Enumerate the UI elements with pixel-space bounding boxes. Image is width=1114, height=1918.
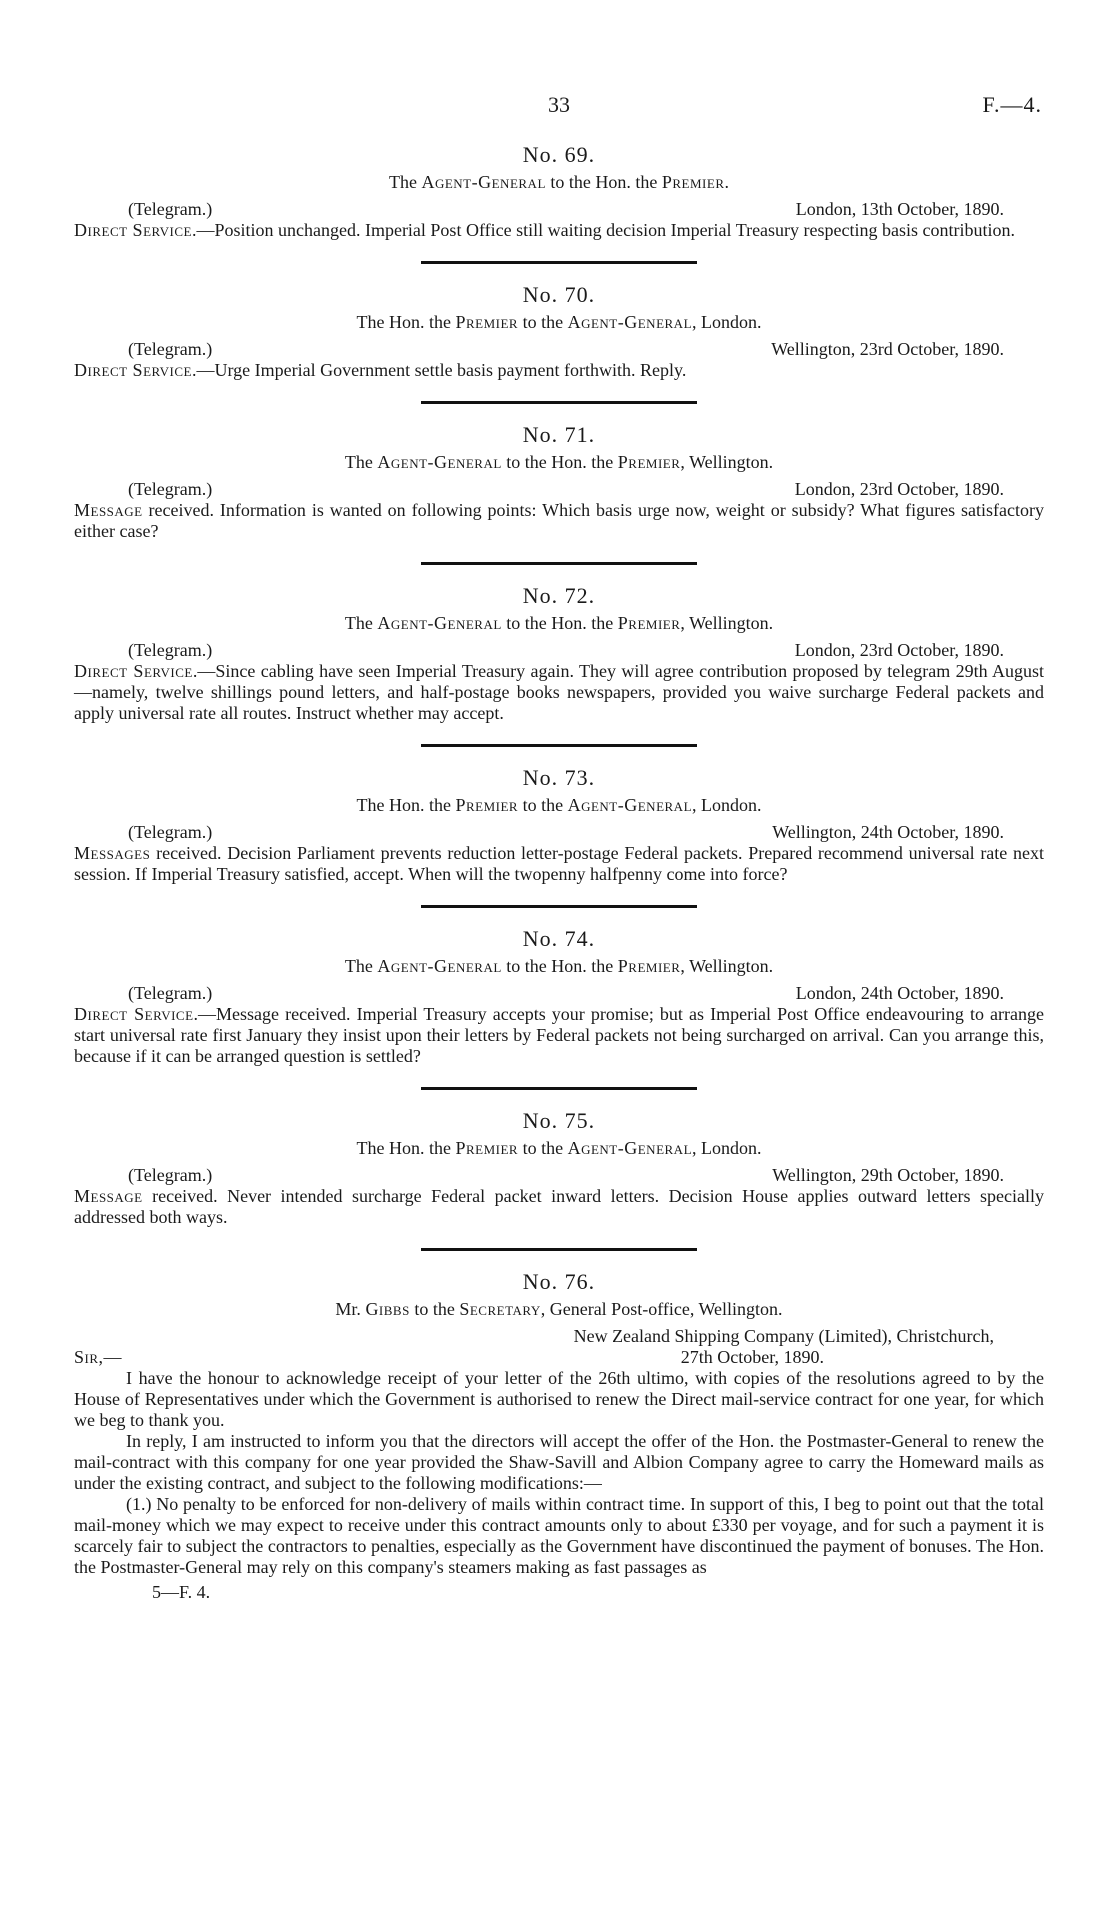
letter-paragraph: I have the honour to acknowledge receipt of your letter of the 26th ultimo, with copies of the resolutions agreed to by the House of Representatives under which the Government is authorised to renew the Direct mail-service contract for one year, for which we beg to thank you. — [74, 1368, 1044, 1430]
letter-paragraph: In reply, I am instructed to inform you that the directors will accept the offer of the Hon. the Postmaster-General to renew the mail-contract with this company for one year provided the Shaw-Savill and Albion Company agree to carry the Homeward mails as under the existing contract, and subject to the following modifications:— — [74, 1431, 1044, 1493]
entry-type: (Telegram.) — [128, 339, 213, 359]
entry-number: No. 69. — [522, 142, 596, 167]
entry-title: The Hon. the Premier to the Agent-General, London. — [356, 795, 762, 815]
entry-number: No. 71. — [522, 422, 596, 447]
correspondence-entry — [74, 142, 1044, 241]
entry-text: Direct Service.—Urge Imperial Government settle basis payment forthwith. Reply. — [74, 360, 687, 380]
section-divider — [421, 1248, 697, 1251]
section-divider — [421, 905, 697, 908]
entry-place-date: Wellington, 23rd October, 1890. — [771, 339, 1004, 359]
entry-title: The Agent-General to the Hon. the Premier. — [388, 172, 729, 192]
correspondence-entry — [74, 282, 1044, 381]
entry-type: (Telegram.) — [128, 983, 213, 1003]
page-number: 33 — [548, 92, 570, 117]
letter-salutation-date — [74, 1347, 1044, 1368]
entry-type: (Telegram.) — [128, 640, 213, 660]
entry-title: Mr. Gibbs to the Secretary, General Post-office, Wellington. — [335, 1299, 783, 1319]
correspondence-entry — [74, 422, 1044, 542]
entry-meta — [74, 1165, 1044, 1186]
letter-address: New Zealand Shipping Company (Limited), Christchurch, — [573, 1326, 994, 1346]
entry-meta — [74, 983, 1044, 1004]
entry-number: No. 76. — [522, 1269, 596, 1294]
entry-place-date: Wellington, 29th October, 1890. — [772, 1165, 1004, 1185]
entry-meta — [74, 640, 1044, 661]
entry-title: The Hon. the Premier to the Agent-General, London. — [356, 312, 762, 332]
correspondence-entry — [74, 765, 1044, 885]
letter-date: 27th October, 1890. — [680, 1347, 824, 1367]
entry-place-date: Wellington, 24th October, 1890. — [772, 822, 1004, 842]
entry-place-date: London, 24th October, 1890. — [795, 983, 1004, 1003]
entry-text: Message received. Never intended surcharge Federal packet inward letters. Decision House applies outward letters specially addressed both ways. — [74, 1186, 1044, 1227]
entry-meta — [74, 339, 1044, 360]
section-divider — [421, 261, 697, 264]
entry-place-date: London, 13th October, 1890. — [795, 199, 1004, 219]
entry-number: No. 70. — [522, 282, 596, 307]
entry-text: Message received. Information is wanted on following points: Which basis urge now, weight or subsidy? What figures satisfactory either case? — [74, 500, 1044, 541]
entry-meta — [74, 822, 1044, 843]
entry-type: (Telegram.) — [128, 822, 213, 842]
entry-meta — [74, 479, 1044, 500]
section-divider — [421, 401, 697, 404]
entry-text: Messages received. Decision Parliament prevents reduction letter-postage Federal packets. Prepared recommend universal rate next session. If Imperial Treasury satisfied, accept. When will the twopenny halfpenny come into force? — [74, 843, 1044, 884]
entry-type: (Telegram.) — [128, 199, 213, 219]
letter-salutation: Sir,— — [74, 1347, 123, 1367]
entry-type: (Telegram.) — [128, 1165, 213, 1185]
letter-paragraph: (1.) No penalty to be enforced for non-delivery of mails within contract time. In support of this, I beg to point out that the total mail-money which we may expect to receive under this contract amounts only to about £330 per voyage, and for such a payment it is scarcely fair to subject the contractors to penalties, especially as the Government have discontinued the payment of bonuses. The Hon. the Postmaster-General may rely on this company's steamers making as fast passages as — [74, 1494, 1044, 1577]
entry-number: No. 75. — [522, 1108, 596, 1133]
entry-place-date: London, 23rd October, 1890. — [794, 640, 1004, 660]
section-divider — [421, 562, 697, 565]
correspondence-entry — [74, 1108, 1044, 1228]
section-divider — [421, 1087, 697, 1090]
document-body — [74, 142, 1044, 1603]
entry-text: Direct Service.—Position unchanged. Imperial Post Office still waiting decision Imperial Treasury respecting basis contribution. — [74, 220, 1016, 240]
entry-title: The Hon. the Premier to the Agent-General, London. — [356, 1138, 762, 1158]
section-divider — [421, 744, 697, 747]
entry-title: The Agent-General to the Hon. the Premier, Wellington. — [344, 613, 774, 633]
entry-number: No. 72. — [522, 583, 596, 608]
page-signature: 5—F. 4. — [152, 1582, 211, 1602]
entry-type: (Telegram.) — [128, 479, 213, 499]
letter-entry — [74, 1269, 1044, 1578]
correspondence-entry — [74, 926, 1044, 1067]
entry-text: Direct Service.—Message received. Imperial Treasury accepts your promise; but as Imperial Post Office endeavouring to arrange start universal rate first January they insist upon their letters by Federal packets not being surcharged on arrival. Can you arrange this, because if it can be arranged question is settled? — [74, 1004, 1045, 1066]
entry-title: The Agent-General to the Hon. the Premier, Wellington. — [344, 956, 774, 976]
entry-number: No. 74. — [522, 926, 596, 951]
entry-place-date: London, 23rd October, 1890. — [794, 479, 1004, 499]
entry-meta — [74, 199, 1044, 220]
entry-text: Direct Service.—Since cabling have seen Imperial Treasury again. They will agree contribution proposed by telegram 29th August—namely, twelve shillings pound letters, and half-postage books newspapers, provided you waive surcharge Federal packets and apply universal rate all routes. Instruct whether may accept. — [74, 661, 1044, 723]
page-header — [0, 92, 1114, 122]
entry-number: No. 73. — [522, 765, 596, 790]
correspondence-entry — [74, 583, 1044, 724]
entry-title: The Agent-General to the Hon. the Premier, Wellington. — [344, 452, 774, 472]
document-reference: F.—4. — [982, 92, 1042, 117]
